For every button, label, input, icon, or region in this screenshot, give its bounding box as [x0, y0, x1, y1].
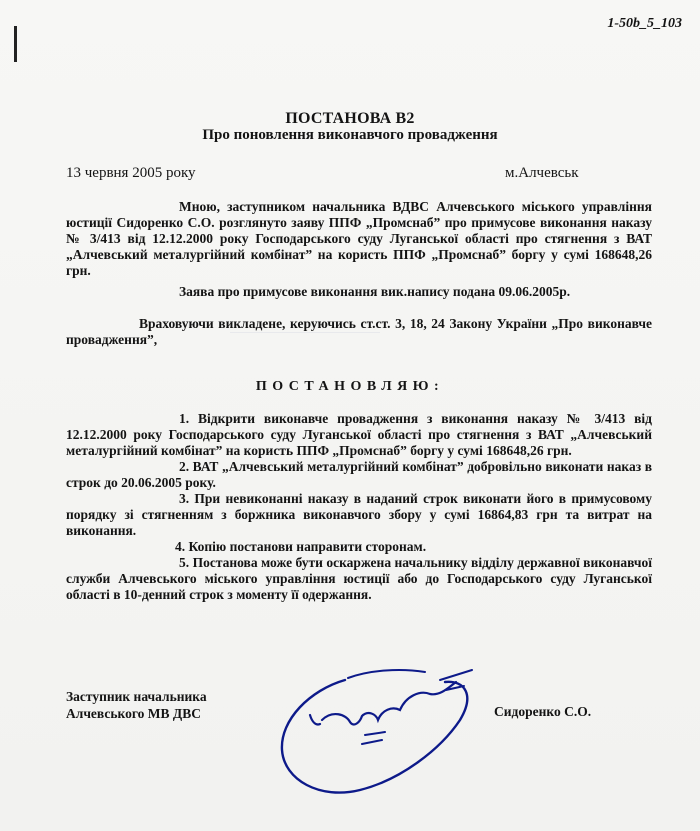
handwritten-signature — [250, 640, 510, 820]
resolution-item-4: 4. Копію постанови направити сторонам. — [175, 539, 427, 554]
signatory-role-line-1: Заступник начальника — [66, 689, 207, 704]
paragraph-request: Мною, заступником начальника ВДВС Алчевського міського управління юстиції Сидоренко С.О. розглянуто заяву ППФ „Промснаб” про примусове виконання наказу № 3/413 від 12.12.2000 року Господарського суду Луганської області про стягнення з ВАТ „Алчевський металургійний комбінат” на користь ППФ „Промснаб” боргу у сумі 168648,26 грн. — [66, 199, 652, 278]
signatory-role — [66, 688, 207, 722]
resolution-item-2: 2. ВАТ „Алчевський металургійний комбінат” добровільно виконати наказ в строк до 20.06.2005 року. — [66, 459, 652, 490]
document-code: 1-50b_5_103 — [607, 16, 682, 31]
resolution-item-3: 3. При невиконанні наказу в наданий строк виконати його в примусовому порядку зі стягненням з боржника виконавчого збору у сумі 16864,83 грн та витрат на виконання. — [66, 491, 652, 538]
resolution-item-1: 1. Відкрити виконавче провадження з виконання наказу № 3/413 від 12.12.2000 року Господарського суду Луганської області про стягнення з ВАТ „Алчевський металургійний комбінат” на користь ППФ „Промснаб” боргу у сумі 168648,26 грн. — [66, 411, 652, 458]
signatory-name: Сидоренко С.О. — [494, 704, 592, 719]
document-title: ПОСТАНОВА В2 — [285, 110, 415, 127]
paragraph-legal-basis: Враховуючи викладене, керуючись ст.ст. 3, 18, 24 Закону України „Про виконавче провадження”, — [66, 316, 652, 347]
resolution-item-5: 5. Постанова може бути оскаржена начальнику відділу державної виконавчої служби Алчевського міського управління юстиції або до Господарського суду Луганської області в 10-денний строк з моменту її одержання. — [66, 555, 652, 602]
document-date: 13 червня 2005 року — [66, 165, 196, 181]
signatory-role-line-2: Алчевського МВ ДВС — [66, 706, 201, 721]
document-city: м.Алчевськ — [505, 165, 579, 181]
paragraph-filing-date: Заява про примусове виконання вик.напису подана 09.06.2005р. — [179, 284, 571, 299]
document-subtitle: Про поновлення виконавчого провадження — [202, 127, 498, 143]
resolution-heading: ПОСТАНОВЛЯЮ: — [255, 379, 445, 394]
margin-mark — [14, 26, 17, 62]
